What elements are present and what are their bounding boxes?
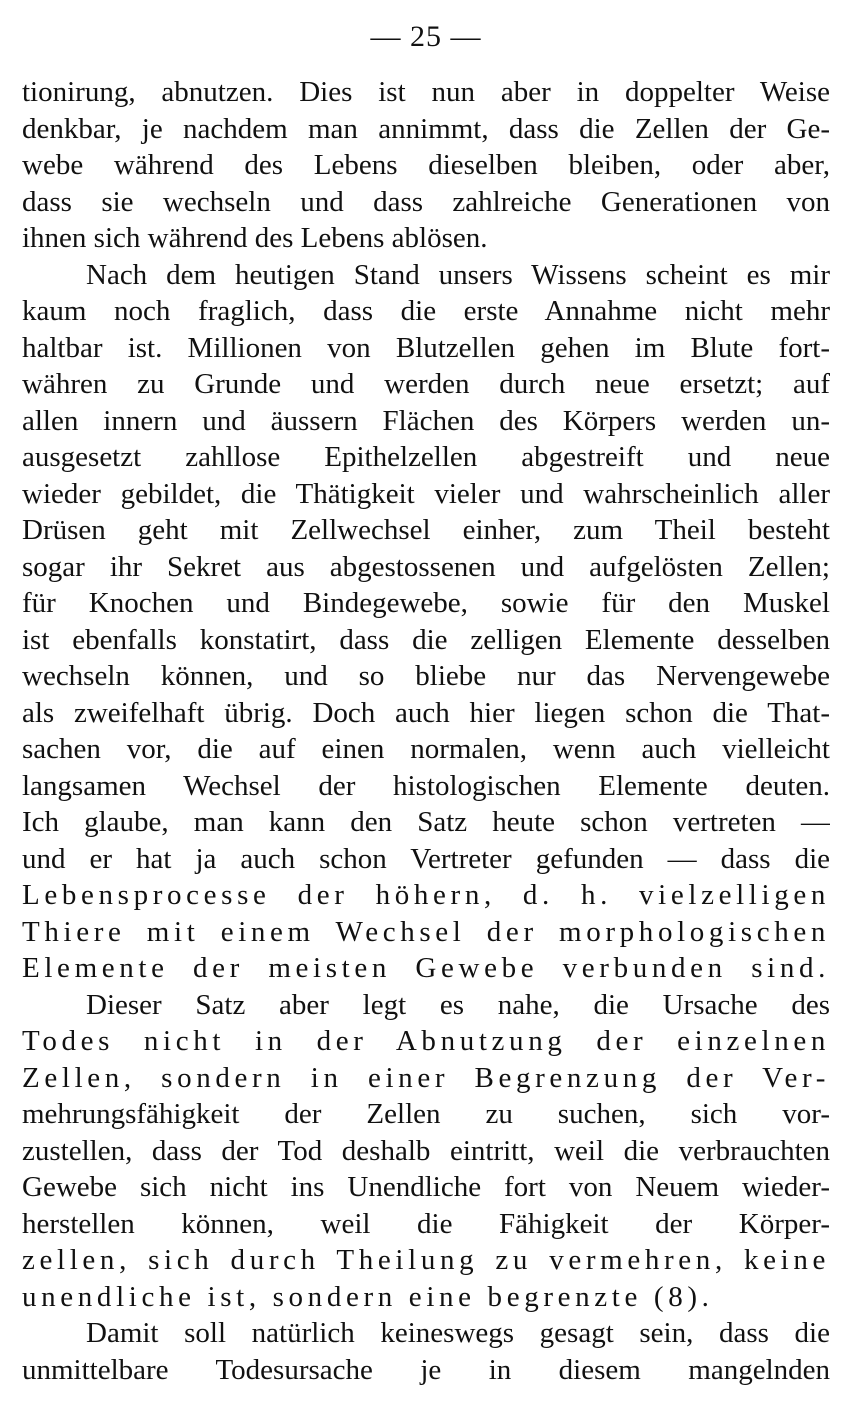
text-line: kaum noch fraglich, dass die erste Annahme nicht mehr bbox=[22, 295, 830, 327]
text-line: währen zu Grunde und werden durch neue ersetzt; auf bbox=[22, 368, 830, 400]
text-line: Zellen, sondern in einer Begrenzung der Ver- bbox=[22, 1061, 830, 1094]
text-line: ausgesetzt zahllose Epithelzellen abgestreift und neue bbox=[22, 441, 830, 473]
book-page bbox=[22, 0, 830, 1425]
body-text bbox=[22, 74, 830, 1388]
text-line: ihnen sich während des Lebens ablösen. bbox=[22, 222, 488, 254]
text-line: Gewebe sich nicht ins Unendliche fort von Neuem wieder- bbox=[22, 1171, 830, 1203]
text-line: denkbar, je nachdem man annimmt, dass die Zellen der Ge- bbox=[22, 112, 830, 145]
text-line: herstellen können, weil die Fähigkeit der Körper- bbox=[22, 1207, 830, 1240]
text-line: wieder gebildet, die Thätigkeit vieler und wahrscheinlich aller bbox=[22, 477, 830, 510]
text-line: Ich glaube, man kann den Satz heute schon vertreten — bbox=[22, 806, 830, 838]
text-line: Lebensprocesse der höhern, d. h. vielzelligen bbox=[22, 879, 830, 911]
text-line: wechseln können, und so bliebe nur das Nervengewebe bbox=[22, 660, 830, 692]
text-line: sogar ihr Sekret aus abgestossenen und aufgelösten Zellen; bbox=[22, 550, 830, 583]
text-line: Elemente der meisten Gewebe verbunden sind. bbox=[22, 952, 830, 984]
text-line: für Knochen und Bindegewebe, sowie für den Muskel bbox=[22, 587, 830, 619]
text-line: als zweifelhaft übrig. Doch auch hier liegen schon die That- bbox=[22, 696, 830, 729]
text-line: unendliche ist, sondern eine begrenzte (8). bbox=[22, 1280, 714, 1313]
text-line: ist ebenfalls konstatirt, dass die zelligen Elemente desselben bbox=[22, 623, 830, 656]
text-line: Drüsen geht mit Zellwechsel einher, zum Theil besteht bbox=[22, 514, 830, 546]
text-line: tionirung, abnutzen. Dies ist nun aber in doppelter Weise bbox=[22, 76, 830, 108]
text-line: zellen, sich durch Theilung zu vermehren, keine bbox=[22, 1244, 830, 1276]
text-line: Thiere mit einem Wechsel der morphologischen bbox=[22, 915, 830, 948]
text-line: Nach dem heutigen Stand unsers Wissens scheint es mir bbox=[86, 258, 830, 291]
text-line: sachen vor, die auf einen normalen, wenn auch vielleicht bbox=[22, 733, 830, 765]
text-line: allen innern und äussern Flächen des Körpers werden un- bbox=[22, 404, 830, 437]
text-line: langsamen Wechsel der histologischen Elemente deuten. bbox=[22, 769, 830, 802]
text-line: mehrungsfähigkeit der Zellen zu suchen, sich vor- bbox=[22, 1098, 830, 1130]
text-line: haltbar ist. Millionen von Blutzellen gehen im Blute fort- bbox=[22, 331, 830, 364]
text-line: Dieser Satz aber legt es nahe, die Ursache des bbox=[86, 988, 830, 1021]
page-number: — 25 — bbox=[370, 20, 482, 53]
text-line: Todes nicht in der Abnutzung der einzelnen bbox=[22, 1025, 830, 1057]
text-line: Damit soll natürlich keineswegs gesagt sein, dass die bbox=[86, 1317, 830, 1349]
text-line: webe während des Lebens dieselben bleiben, oder aber, bbox=[22, 149, 830, 181]
text-line: zustellen, dass der Tod deshalb eintritt, weil die verbrauchten bbox=[22, 1134, 830, 1167]
text-line: unmittelbare Todesursache je in diesem mangelnden bbox=[22, 1353, 830, 1386]
text-line: und er hat ja auch schon Vertreter gefunden — dass die bbox=[22, 842, 830, 875]
text-line: dass sie wechseln und dass zahlreiche Generationen von bbox=[22, 185, 830, 218]
